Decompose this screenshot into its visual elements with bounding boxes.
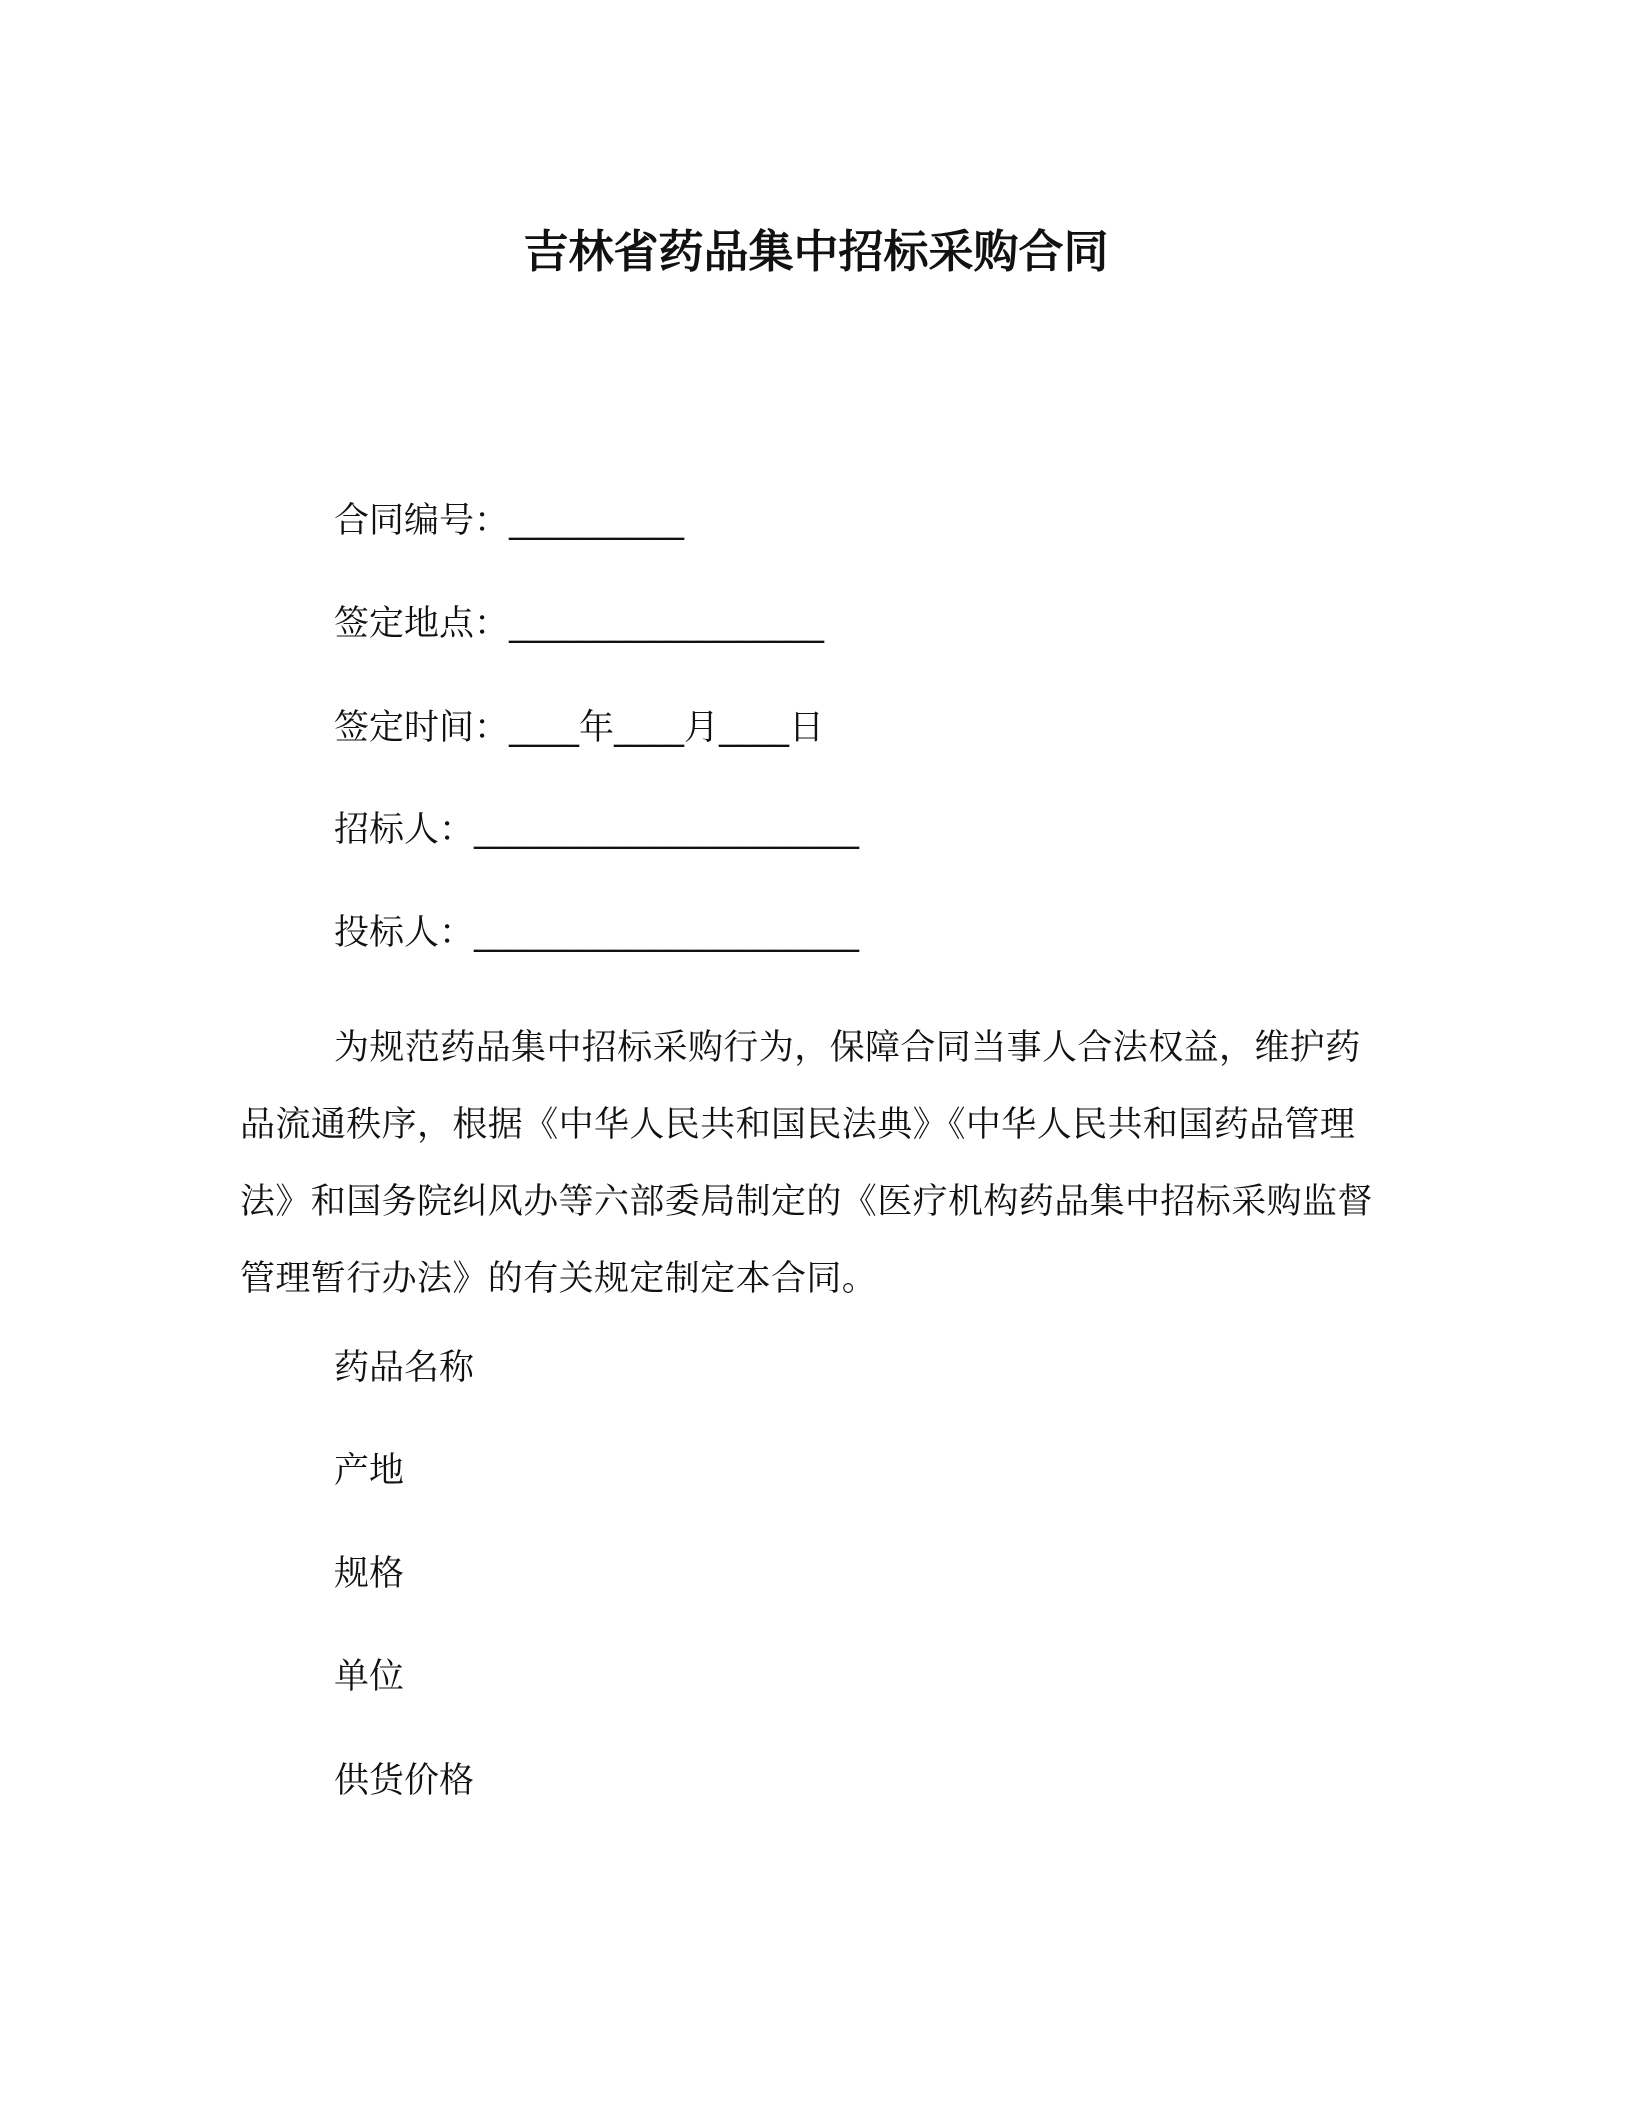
signing-place-field: 签定地点：__________________ (334, 604, 825, 644)
signing-date-field: 签定时间：____年____月____日 (334, 708, 825, 748)
item-drug-name: 药品名称 (334, 1348, 475, 1388)
preamble-paragraph: 为规范药品集中招标采购行为，保障合同当事人合法权益，维护药品流通秩序，根据《中华人民共和国民法典》《中华人民共和国药品管理法》和国务院纠风办等六部委局制定的《医疗机构药品集中招标采购监督管理暂行办法》的有关规定制定本合同。 (240, 1028, 1373, 1299)
contract-number-field: 合同编号：__________ (334, 501, 685, 541)
tenderer-field: 招标人：______________________ (334, 810, 860, 850)
item-origin: 产地 (334, 1451, 405, 1491)
item-specification: 规格 (334, 1554, 405, 1594)
item-supply-price: 供货价格 (334, 1761, 475, 1801)
bidder-field: 投标人：______________________ (334, 913, 860, 953)
item-unit: 单位 (334, 1657, 405, 1697)
document-title: 吉林省药品集中招标采购合同 (523, 225, 1109, 278)
